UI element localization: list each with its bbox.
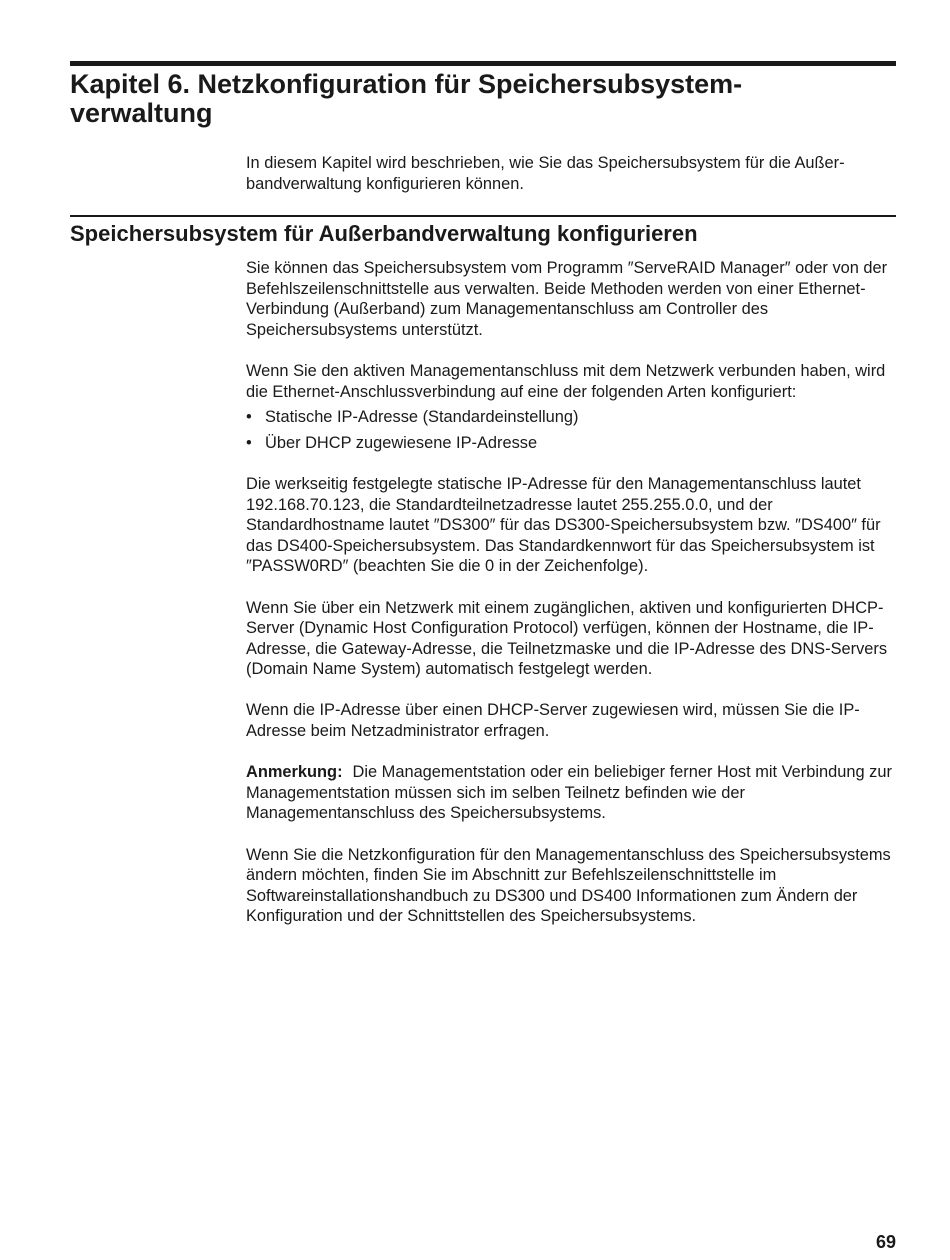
chapter-top-rule xyxy=(70,61,896,66)
paragraph-default-settings: Die werkseitig festgelegte statische IP-Adresse für den Managementanschluss lautet 192.168.70.123, die Standardteilnetzadresse lautet 255.255.0.0, und der Standardhostname lautet ″DS300″ für das DS300-Speichersubsystem bzw. ″DS400″ für das DS400-Speichersubsystem. Das Standardkennwort für das Speichersubsystem ist ″PASSW0RD″ (beachten Sie die 0 in der Zeichenfolge). xyxy=(246,474,881,576)
paragraph-management-methods: Sie können das Speichersubsystem vom Programm ″ServeRAID Manager″ oder von der Befehlszeilenschnittstelle aus verwalten. Beide Methoden werden von einer Ethernet-Verbindung (Außerband) zum Managementanschluss am Controller des Speichersubsystems unterstützt. xyxy=(246,259,888,339)
paragraph-change-configuration: Wenn Sie die Netzkonfiguration für den Managementanschluss des Speichersubsystems ändern möchten, finden Sie im Abschnitt zur Befehlszeilenschnittstelle im Softwareinstallationshandbuch zu DS300 und DS400 Informationen zum Ändern der Konfiguration und der Schnittstellen des Speichersubsystems. xyxy=(246,845,891,926)
paragraph-port-configuration: Wenn Sie den aktiven Managementanschluss mit dem Netzwerk verbunden haben, wird die Ethernet-Anschlussverbindung auf eine der folgenden Arten konfiguriert: xyxy=(246,361,886,401)
bullet-marker: • xyxy=(246,408,252,427)
note-paragraph xyxy=(246,762,896,824)
chapter-intro-line-1: In diesem Kapitel wird beschrieben, wie Sie das Speichersubsystem für die Außer- xyxy=(246,154,845,172)
bullet-marker: • xyxy=(246,433,252,452)
chapter-title-line-2: verwaltung xyxy=(70,98,213,128)
list-item-text: Statische IP-Adresse (Standardeinstellung) xyxy=(265,408,579,427)
paragraph-dhcp-server: Wenn Sie über ein Netzwerk mit einem zugänglichen, aktiven und konfigurierten DHCP-Server (Dynamic Host Configuration Protocol) verfügen, können der Hostname, die IP-Adresse, die Gateway-Adresse, die Teilnetzmaske und die IP-Adresse des DNS-Servers (Domain Name System) automatisch festgelegt werden. xyxy=(246,598,888,679)
section-title: Speichersubsystem für Außerbandverwaltung konfigurieren xyxy=(70,221,698,246)
list-item xyxy=(246,407,896,428)
chapter-intro xyxy=(246,153,896,194)
note-label: Anmerkung: xyxy=(246,763,343,782)
paragraph-dhcp-address: Wenn die IP-Adresse über einen DHCP-Server zugewiesen wird, müssen Sie die IP-Adresse beim Netzadministrator erfragen. xyxy=(246,701,860,741)
note-text: Die Managementstation oder ein beliebiger ferner Host mit Verbindung zur Managementstation müssen sich im selben Teilnetz befinden wie der Managementanschluss des Speichersubsystems. xyxy=(246,763,892,823)
chapter-title xyxy=(70,70,896,128)
list-item xyxy=(246,433,896,454)
ip-config-list xyxy=(246,407,896,453)
page-number: 69 xyxy=(875,1232,896,1252)
chapter-intro-line-2: bandverwaltung konfigurieren können. xyxy=(246,174,524,193)
section-rule xyxy=(70,215,896,217)
section-body xyxy=(246,258,896,948)
list-item-text: Über DHCP zugewiesene IP-Adresse xyxy=(265,433,538,452)
chapter-title-line-1: Kapitel 6. Netzkonfiguration für Speichersubsystem- xyxy=(70,69,743,99)
